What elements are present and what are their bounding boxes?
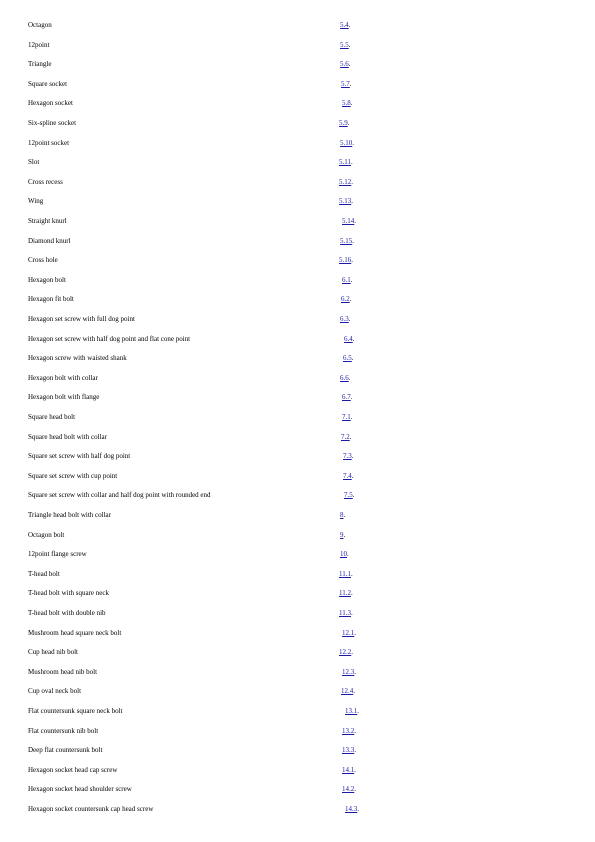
toc-row xyxy=(0,530,595,549)
toc-entry-ref xyxy=(340,314,351,324)
section-link[interactable]: 5.13 xyxy=(339,197,352,206)
section-link[interactable]: 13.1 xyxy=(345,707,358,715)
ref-period: . xyxy=(348,373,351,382)
section-link[interactable]: 5.15 xyxy=(340,236,353,245)
toc-entry-label: 12point xyxy=(28,40,50,49)
toc-entry-ref xyxy=(342,765,356,775)
toc-entry-label: Hexagon socket head shoulder screw xyxy=(28,785,132,794)
section-link[interactable]: 12.4 xyxy=(341,687,354,696)
ref-period: . xyxy=(351,471,354,480)
toc-entry-label: Octagon xyxy=(28,21,52,29)
ref-period: . xyxy=(352,334,355,343)
toc-entry-ref xyxy=(340,236,354,246)
section-link[interactable]: 13.3 xyxy=(342,746,355,755)
toc-row xyxy=(0,255,595,274)
toc-entry-ref xyxy=(342,667,356,677)
toc-entry-label: Deep flat countersunk bolt xyxy=(28,746,103,755)
ref-period: . xyxy=(353,687,355,696)
section-link[interactable]: 6.4 xyxy=(344,334,353,343)
toc-row xyxy=(0,275,595,294)
toc-entry-label: Six-spline socket xyxy=(28,119,77,127)
toc-entry-ref xyxy=(342,726,356,736)
section-link[interactable]: 6.3 xyxy=(340,315,349,323)
toc-entry-label: Flat countersunk nib bolt xyxy=(28,726,99,735)
toc-entry-label: Mushroom head square neck bolt xyxy=(28,628,122,637)
toc-row xyxy=(0,314,595,333)
toc-entry-ref xyxy=(339,118,350,128)
toc-entry-ref xyxy=(340,530,345,540)
toc-row xyxy=(0,353,595,372)
toc-entry-label: Cup head nib bolt xyxy=(28,648,78,657)
section-link[interactable]: 7.2 xyxy=(341,432,350,441)
toc-entry-ref xyxy=(340,549,349,559)
ref-period: . xyxy=(351,452,354,461)
ref-period: . xyxy=(343,530,346,539)
toc-row xyxy=(0,412,595,431)
toc-row xyxy=(0,608,595,627)
section-link[interactable]: 5.11 xyxy=(339,158,351,167)
section-link[interactable]: 7.5 xyxy=(344,491,353,500)
section-link[interactable]: 5.14 xyxy=(342,217,355,225)
section-link[interactable]: 5.10 xyxy=(340,138,353,147)
toc-entry-label: Flat countersunk square neck bolt xyxy=(28,707,123,715)
section-link[interactable]: 5.5 xyxy=(340,40,349,49)
toc-entry-ref xyxy=(340,20,351,30)
toc-entry-ref xyxy=(342,392,353,402)
ref-period: . xyxy=(347,550,349,559)
ref-period: . xyxy=(352,491,355,500)
section-link[interactable]: 5.6 xyxy=(340,60,349,69)
ref-period: . xyxy=(354,667,356,676)
toc-entry-ref xyxy=(345,804,359,814)
toc-entry-ref xyxy=(345,706,359,716)
ref-period: . xyxy=(351,648,353,657)
ref-period: . xyxy=(347,119,350,127)
section-link[interactable]: 5.8 xyxy=(342,99,351,108)
toc-entry-label: Hexagon screw with waisted shank xyxy=(28,354,127,363)
toc-row xyxy=(0,177,595,196)
section-link[interactable]: 13.2 xyxy=(342,726,355,735)
ref-period: . xyxy=(351,589,353,598)
toc-row xyxy=(0,451,595,470)
ref-period: . xyxy=(354,765,356,774)
ref-period: . xyxy=(350,275,353,284)
toc-entry-label: Hexagon set screw with full dog point xyxy=(28,315,135,323)
toc-row xyxy=(0,216,595,235)
toc-entry-label: Straight knurl xyxy=(28,217,67,225)
toc-row xyxy=(0,765,595,784)
toc-entry-label: Cup oval neck bolt xyxy=(28,687,82,696)
toc-entry-ref xyxy=(342,98,353,108)
toc-row xyxy=(0,79,595,98)
toc-entry-label: 12point flange screw xyxy=(28,550,87,559)
toc-entry-ref xyxy=(339,608,353,618)
toc-entry-label: Hexagon socket countersunk cap head screw xyxy=(28,805,154,813)
toc-entry-label: Cross recess xyxy=(28,177,63,186)
toc-entry-label: Square socket xyxy=(28,79,68,88)
section-link[interactable]: 11.3 xyxy=(339,609,351,617)
section-link[interactable]: 6.7 xyxy=(342,393,351,402)
toc-entry-label: Square set screw with half dog point xyxy=(28,452,131,461)
toc-row xyxy=(0,373,595,392)
toc-row xyxy=(0,196,595,215)
toc-entry-ref xyxy=(339,177,353,187)
section-link[interactable]: 5.9 xyxy=(339,119,348,127)
toc-entry-label: T-head bolt xyxy=(28,569,60,578)
toc-row xyxy=(0,98,595,117)
toc-entry-ref xyxy=(343,353,354,363)
section-link[interactable]: 9 xyxy=(340,530,344,539)
toc-entry-ref xyxy=(342,745,356,755)
toc-entry-ref xyxy=(339,157,353,167)
toc-entry-label: Triangle xyxy=(28,60,52,69)
ref-period: . xyxy=(348,40,351,49)
toc-row xyxy=(0,294,595,313)
ref-period: . xyxy=(348,21,351,29)
toc-entry-label: Hexagon bolt with flange xyxy=(28,393,100,402)
toc-row xyxy=(0,647,595,666)
toc-entry-ref xyxy=(339,196,353,206)
ref-period: . xyxy=(350,393,353,402)
toc-entry-label: Hexagon socket xyxy=(28,99,73,108)
ref-period: . xyxy=(349,79,352,88)
section-link[interactable]: 5.7 xyxy=(341,79,350,88)
section-link[interactable]: 12.1 xyxy=(342,628,355,637)
toc-entry-ref xyxy=(339,255,353,265)
section-link[interactable]: 5.4 xyxy=(340,21,349,29)
section-link[interactable]: 14.3 xyxy=(345,805,358,813)
toc-entry-ref xyxy=(342,275,353,285)
toc-row xyxy=(0,804,595,823)
toc-row xyxy=(0,471,595,490)
toc-row xyxy=(0,20,595,39)
ref-period: . xyxy=(348,60,351,69)
ref-period: . xyxy=(343,511,346,519)
toc-entry-label: T-head bolt with double nib xyxy=(28,609,106,617)
section-link[interactable]: 7.3 xyxy=(343,452,352,461)
toc-row xyxy=(0,726,595,745)
section-link[interactable]: 12.2 xyxy=(339,648,352,657)
toc-entry-ref xyxy=(339,588,353,598)
section-link[interactable]: 10 xyxy=(340,550,347,559)
toc-row xyxy=(0,549,595,568)
ref-period: . xyxy=(354,746,356,755)
toc-row xyxy=(0,432,595,451)
ref-period: . xyxy=(351,609,353,617)
ref-period: . xyxy=(349,295,352,304)
toc-row xyxy=(0,686,595,705)
toc-row xyxy=(0,40,595,59)
toc-entry-label: Mushroom head nib bolt xyxy=(28,667,98,676)
toc-row xyxy=(0,628,595,647)
section-link[interactable]: 11.1 xyxy=(339,569,351,578)
section-link[interactable]: 6.1 xyxy=(342,275,351,284)
toc-entry-label: Hexagon set screw with half dog point and flat cone point xyxy=(28,334,191,343)
section-link[interactable]: 12.3 xyxy=(342,667,355,676)
section-link[interactable]: 6.5 xyxy=(343,354,352,363)
toc-entry-label: Triangle head bolt with collar xyxy=(28,511,111,519)
section-link[interactable]: 11.2 xyxy=(339,589,351,598)
toc-entry-ref xyxy=(340,510,345,520)
toc-entry-label: 12point socket xyxy=(28,138,70,147)
ref-period: . xyxy=(357,805,359,813)
toc-entry-label: Square head bolt xyxy=(28,413,76,421)
ref-period: . xyxy=(351,158,353,167)
section-link[interactable]: 14.2 xyxy=(342,785,355,794)
ref-period: . xyxy=(351,197,353,206)
ref-period: . xyxy=(352,138,354,147)
toc-row xyxy=(0,118,595,137)
toc-entry-label: Square set screw with collar and half dog point with rounded end xyxy=(28,491,211,500)
ref-period: . xyxy=(351,256,353,265)
toc-row xyxy=(0,667,595,686)
ref-period: . xyxy=(350,99,353,108)
toc-entry-ref xyxy=(342,628,356,638)
toc-row xyxy=(0,59,595,78)
toc-row xyxy=(0,138,595,157)
toc-entry-ref xyxy=(342,216,356,226)
ref-period: . xyxy=(354,217,356,225)
toc-entry-label: Hexagon bolt with collar xyxy=(28,373,98,382)
section-link[interactable]: 14.1 xyxy=(342,765,355,774)
toc-row xyxy=(0,569,595,588)
toc-entry-ref xyxy=(343,451,354,461)
toc-row xyxy=(0,588,595,607)
section-link[interactable]: 6.6 xyxy=(340,373,349,382)
toc-entry-label: Square set screw with cup point xyxy=(28,471,118,480)
toc-entry-ref xyxy=(339,569,353,579)
toc-entry-ref xyxy=(340,373,351,383)
toc-entry-label: Octagon bolt xyxy=(28,530,65,539)
toc-entry-ref xyxy=(339,647,353,657)
toc-row xyxy=(0,157,595,176)
toc-row xyxy=(0,510,595,529)
section-link[interactable]: 7.4 xyxy=(343,471,352,480)
toc-entry-label: Diamond knurl xyxy=(28,236,71,245)
toc-entry-label: Cross hole xyxy=(28,256,58,265)
ref-period: . xyxy=(351,177,353,186)
section-link[interactable]: 7.1 xyxy=(342,413,351,421)
ref-period: . xyxy=(354,726,356,735)
ref-period: . xyxy=(351,354,354,363)
toc-row xyxy=(0,334,595,353)
toc-row xyxy=(0,490,595,509)
toc-entry-label: Hexagon bolt xyxy=(28,275,66,284)
ref-period: . xyxy=(357,707,359,715)
toc-entry-label: Wing xyxy=(28,197,44,206)
section-link[interactable]: 5.16 xyxy=(339,256,352,265)
toc-row xyxy=(0,392,595,411)
toc-entry-label: Square head bolt with collar xyxy=(28,432,107,441)
toc-entry-ref xyxy=(341,294,352,304)
toc-row xyxy=(0,745,595,764)
section-link[interactable]: 8 xyxy=(340,511,344,519)
ref-period: . xyxy=(350,413,353,421)
toc-entry-ref xyxy=(342,784,356,794)
toc-row xyxy=(0,784,595,803)
toc-entry-ref xyxy=(344,334,355,344)
ref-period: . xyxy=(352,236,354,245)
toc-entry-label: Hexagon socket head cap screw xyxy=(28,765,118,774)
toc-entry-ref xyxy=(340,59,351,69)
toc-entry-label: Slot xyxy=(28,158,40,167)
toc-entry-label: Hexagon fit bolt xyxy=(28,295,74,304)
section-link[interactable]: 5.12 xyxy=(339,177,352,186)
toc-entry-ref xyxy=(342,412,353,422)
ref-period: . xyxy=(354,785,356,794)
toc-entry-ref xyxy=(341,686,355,696)
toc-entry-ref xyxy=(340,40,351,50)
ref-period: . xyxy=(348,315,351,323)
toc-entry-ref xyxy=(341,432,352,442)
toc-entry-ref xyxy=(344,490,355,500)
toc-row xyxy=(0,706,595,725)
toc-entry-ref xyxy=(343,471,354,481)
ref-period: . xyxy=(354,628,356,637)
toc-entry-label: T-head bolt with square neck xyxy=(28,589,109,598)
ref-period: . xyxy=(351,569,353,578)
ref-period: . xyxy=(349,432,352,441)
toc-entry-ref xyxy=(340,138,354,148)
section-link[interactable]: 6.2 xyxy=(341,295,350,304)
toc-entry-ref xyxy=(341,79,352,89)
toc-row xyxy=(0,236,595,255)
